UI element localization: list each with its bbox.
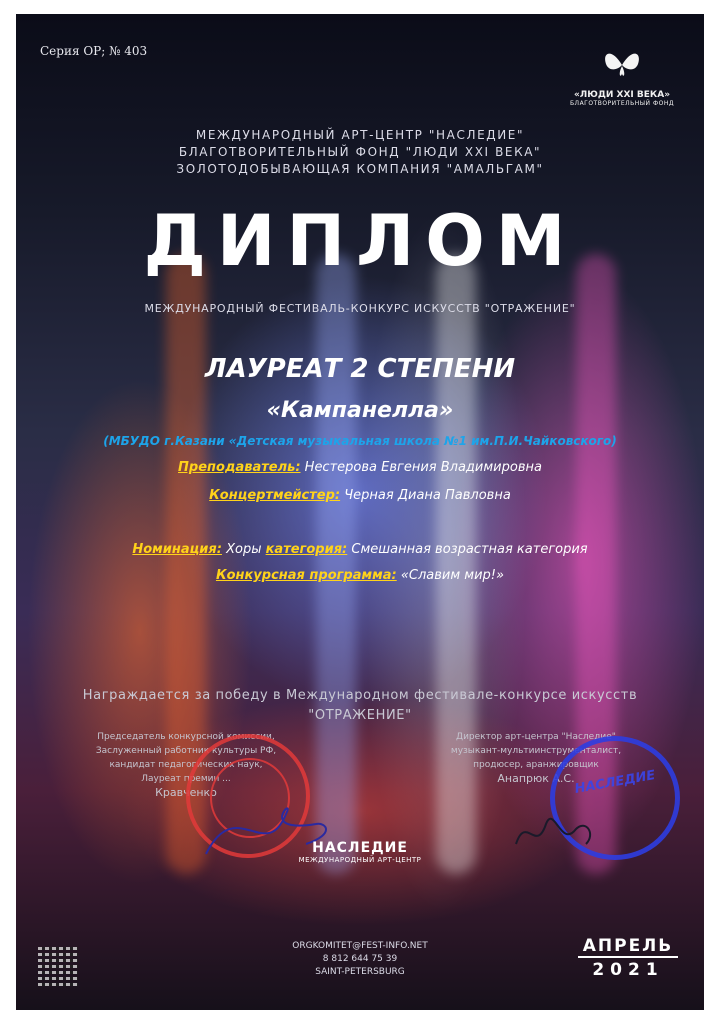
teacher-name: Нестерова Евгения Владимировна (300, 460, 542, 475)
logo-subtitle: БЛАГОТВОРИТЕЛЬНЫЙ ФОНД (569, 100, 675, 107)
signature-line: Председатель конкурсной комиссии, (97, 732, 275, 742)
contact-email: ORGKOMITET@FEST-INFO.NET (292, 941, 428, 951)
signature-scribble (196, 774, 346, 884)
accompanist-line (16, 488, 704, 503)
signature-line: кандидат педагогических наук, (109, 760, 263, 770)
nomination-value: Хоры (221, 542, 266, 557)
award-line-2: "ОТРАЖЕНИЕ" (308, 708, 412, 723)
award-text (16, 686, 704, 726)
issue-month: АПРЕЛЬ (578, 936, 678, 958)
accompanist-name: Черная Диана Павловна (340, 488, 511, 503)
nomination-label: Номинация: (132, 542, 222, 557)
organizer-line: БЛАГОТВОРИТЕЛЬНЫЙ ФОНД "ЛЮДИ XXI ВЕКА" (178, 145, 542, 159)
diploma-heading: ДИПЛОМ (143, 200, 577, 282)
art-center-name: НАСЛЕДИЕ (312, 840, 408, 856)
contact-city: SAINT-PETERSBURG (315, 967, 405, 977)
issue-year: 2021 (592, 960, 664, 980)
contact-phone: 8 812 644 75 39 (322, 954, 398, 964)
teacher-line (16, 460, 704, 475)
signature-line: музыкант-мультиинструменталист, (450, 746, 622, 756)
signer-name: Кравченко (155, 786, 217, 799)
organizer-line: ЗОЛОТОДОБЫВАЮЩАЯ КОМПАНИЯ "АМАЛЬГАМ" (176, 162, 544, 176)
butterfly-icon (602, 48, 642, 82)
program-label: Конкурсная программа: (215, 568, 397, 583)
category-label: категория: (265, 542, 348, 557)
art-center-logo (16, 840, 704, 864)
signature-line: Лауреат премии ... (141, 774, 231, 784)
diploma-sheet (16, 14, 704, 1010)
award-line-1: Награждается за победу в Международном фестивале-конкурсе искусств (82, 688, 638, 703)
nomination-line (16, 542, 704, 557)
festival-name: МЕЖДУНАРОДНЫЙ ФЕСТИВАЛЬ-КОНКУРС ИСКУССТВ "ОТРАЖЕНИЕ" (144, 302, 576, 315)
category-value: Смешанная возрастная категория (347, 542, 588, 557)
series-number: Серия ОР; № 403 (40, 44, 148, 58)
laureate-degree: ЛАУРЕАТ 2 СТЕПЕНИ (204, 354, 516, 384)
signer-name: Анапрюк А.С. (497, 772, 575, 785)
signature-line: Заслуженный работник культуры РФ, (95, 746, 277, 756)
organizer-line: МЕЖДУНАРОДНЫЙ АРТ-ЦЕНТР "НАСЛЕДИЕ" (195, 128, 525, 142)
work-title: «Кампанелла» (266, 398, 454, 423)
teacher-label: Преподаватель: (178, 460, 301, 475)
program-line (16, 568, 704, 583)
signature-line: Директор арт-центра "Наследие" (456, 732, 616, 742)
signature-line: продюсер, аранжировщик (473, 760, 599, 770)
school-name: (МБУДО г.Казани «Детская музыкальная школа №1 им.П.И.Чайковского) (103, 434, 617, 448)
seal-text: НАСЛЕДИЕ (573, 768, 657, 797)
charity-fund-logo (562, 48, 682, 107)
program-value: «Славим мир!» (396, 568, 505, 583)
logo-name: «ЛЮДИ XXI ВЕКА» (573, 90, 671, 100)
art-center-subtitle: МЕЖДУНАРОДНЫЙ АРТ-ЦЕНТР (298, 856, 422, 864)
issue-date (578, 936, 678, 980)
accompanist-label: Концертмейстер: (209, 488, 341, 503)
